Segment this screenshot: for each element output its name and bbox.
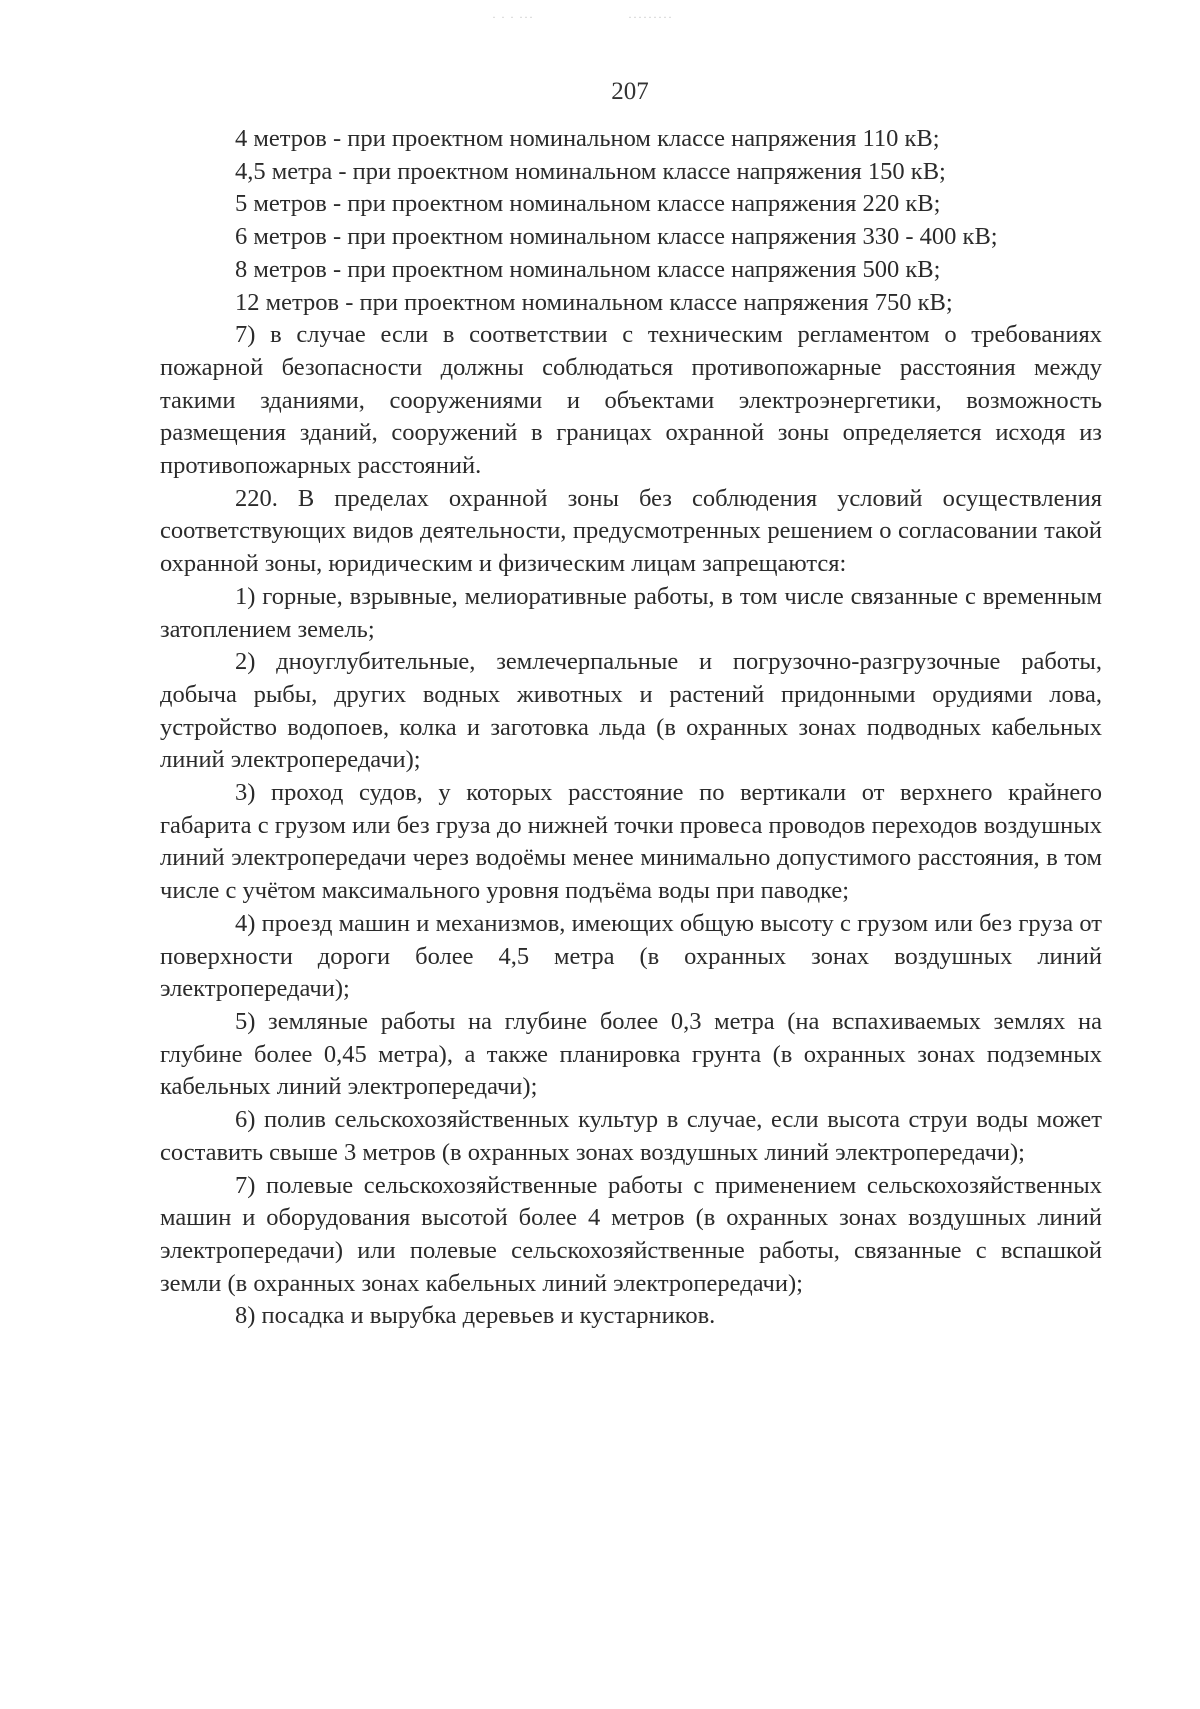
scan-artifact-left: · · · ··· bbox=[492, 10, 534, 24]
list-item-1: 1) горные, взрывные, мелиоративные работы, в том числе связанные с временным затоплением земель; bbox=[160, 582, 1102, 643]
paragraph-distance-330-400kv: 6 метров - при проектном номинальном классе напряжения 330 - 400 кВ; bbox=[235, 223, 998, 251]
paragraph-item-7-fire-safety: 7) в случае если в соответствии с техническим регламентом о требованиях пожарной безопасности должны соблюдаться противопожарные расстояния между такими зданиями, сооружениями и объектами электроэнергетики, возможность размещения зданий, сооружений в границах охранной зоны определяется исходя из противопожарных расстояний. bbox=[160, 321, 1102, 480]
paragraph-distance-500kv: 8 метров - при проектном номинальном классе напряжения 500 кВ; bbox=[235, 255, 941, 283]
paragraph-distance-750kv: 12 метров - при проектном номинальном классе напряжения 750 кВ; bbox=[235, 288, 953, 316]
list-item-6: 6) полив сельскохозяйственных культур в случае, если высота струи воды может составить свыше 3 метров (в охранных зонах воздушных линий электропередачи); bbox=[160, 1106, 1102, 1166]
list-item-4: 4) проезд машин и механизмов, имеющих общую высоту с грузом или без груза от поверхности дороги более 4,5 метра (в охранных зонах воздушных линий электропередачи); bbox=[160, 909, 1102, 1003]
paragraph-distance-220kv: 5 метров - при проектном номинальном классе напряжения 220 кВ; bbox=[235, 190, 941, 218]
paragraph-distance-150kv: 4,5 метра - при проектном номинальном классе напряжения 150 кВ; bbox=[235, 157, 946, 185]
paragraph-distance-110kv: 4 метров - при проектном номинальном классе напряжения 110 кВ; bbox=[235, 125, 940, 152]
document-body bbox=[160, 123, 1102, 1333]
scan-artifact-right: ········· bbox=[628, 10, 673, 24]
list-item-8: 8) посадка и вырубка деревьев и кустарников. bbox=[235, 1302, 716, 1330]
list-item-7: 7) полевые сельскохозяйственные работы с применением сельскохозяйственных машин и оборудования высотой более 4 метров (в охранных зонах воздушных линий электропередачи) или полевые сельскохозяйственные работы, связанные с вспашкой земли (в охранных зонах кабельных линий электропередачи); bbox=[160, 1171, 1102, 1297]
page-number: 207 bbox=[611, 78, 649, 105]
list-item-3: 3) проход судов, у которых расстояние по вертикали от верхнего крайнего габарита с грузом или без груза до нижней точки провеса проводов переходов воздушных линий электропередачи через водоёмы менее минимально допустимого расстояния, в том числе с учётом максимального уровня подъёма воды при паводке; bbox=[160, 779, 1102, 905]
list-item-2: 2) дноуглубительные, землечерпальные и погрузочно-разгрузочные работы, добыча рыбы, других водных животных и растений придонными орудиями лова, устройство водопоев, колка и заготовка льда (в охранных зонах подводных кабельных линий электропередачи); bbox=[160, 648, 1102, 774]
list-item-5: 5) земляные работы на глубине более 0,3 метра (на вспахиваемых землях на глубине более 0,45 метра), а также планировка грунта (в охранных зонах подземных кабельных линий электропередачи); bbox=[160, 1007, 1102, 1101]
paragraph-section-220: 220. В пределах охранной зоны без соблюдения условий осуществления соответствующих видов деятельности, предусмотренных решением о согласовании такой охранной зоны, юридическим и физическим лицам запрещаются: bbox=[160, 484, 1102, 578]
